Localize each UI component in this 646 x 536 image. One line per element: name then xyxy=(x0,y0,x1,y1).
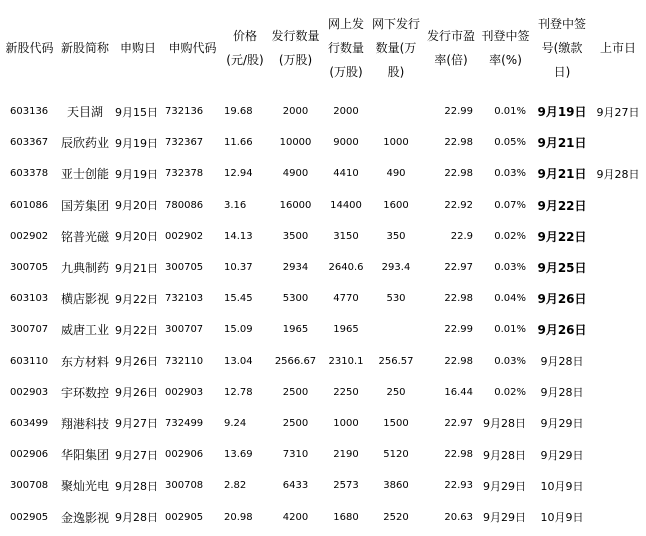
cell-online-qty: 2190 xyxy=(333,449,359,461)
cell-name: 威唐工业 xyxy=(60,323,109,338)
column-header-line: (万股) xyxy=(329,65,363,79)
column-header-line: 刊登中签 xyxy=(481,29,530,43)
column-header-line: 率(倍) xyxy=(434,53,468,67)
cell-apply-code: 732136 xyxy=(165,106,204,118)
cell-win-date: 9月25日 xyxy=(537,261,587,276)
cell-pe: 22.9 xyxy=(450,230,473,242)
cell-win-date: 9月21日 xyxy=(537,136,587,151)
column-header-line: 申购代码 xyxy=(168,41,217,55)
cell-name: 横店影视 xyxy=(60,292,109,307)
cell-offline-qty: 530 xyxy=(386,293,406,305)
cell-code: 300707 xyxy=(10,324,49,336)
cell-online-qty: 1000 xyxy=(333,417,359,429)
cell-win-rate: 0.01% xyxy=(494,324,526,336)
cell-apply-code: 002906 xyxy=(165,449,204,461)
cell-price: 20.98 xyxy=(224,511,253,523)
cell-apply-code: 300707 xyxy=(165,324,204,336)
cell-pe: 22.99 xyxy=(444,324,473,336)
column-header-line: 网上发 xyxy=(327,17,364,31)
cell-price: 2.82 xyxy=(224,480,247,492)
cell-list-date xyxy=(592,190,644,221)
cell-price: 19.68 xyxy=(224,106,253,118)
cell-price: 14.13 xyxy=(224,230,253,242)
cell-issue-qty: 7310 xyxy=(282,449,309,461)
column-header-line: (元/股) xyxy=(226,53,264,67)
cell-issue-qty: 5300 xyxy=(282,293,309,305)
cell-price: 15.45 xyxy=(224,293,253,305)
cell-code: 002905 xyxy=(10,511,49,523)
column-header-offline-qty xyxy=(369,0,423,96)
cell-apply-code: 732499 xyxy=(165,417,204,429)
cell-win-date: 9月28日 xyxy=(540,386,584,400)
cell-pe: 22.98 xyxy=(444,449,473,461)
cell-price: 12.94 xyxy=(224,168,253,180)
column-header-win-rate xyxy=(479,0,532,96)
table-row xyxy=(2,283,644,314)
table-row xyxy=(2,346,644,377)
column-header-line: 新股代码 xyxy=(5,41,54,55)
cell-offline-qty: 1500 xyxy=(383,417,409,429)
cell-code: 603367 xyxy=(10,137,49,149)
table-row xyxy=(2,190,644,221)
cell-pe: 22.93 xyxy=(444,480,473,492)
cell-list-date xyxy=(592,439,644,470)
cell-pe: 22.97 xyxy=(444,262,473,274)
cell-offline-qty: 5120 xyxy=(383,449,409,461)
cell-issue-qty: 4900 xyxy=(282,168,309,180)
table-row xyxy=(2,252,644,283)
cell-issue-qty: 4200 xyxy=(282,511,309,523)
cell-apply-code: 780086 xyxy=(165,199,204,211)
cell-online-qty: 1680 xyxy=(333,511,359,523)
cell-win-rate: 9月28日 xyxy=(483,417,526,431)
cell-list-date: 9月28日 xyxy=(596,167,640,181)
cell-online-qty: 4410 xyxy=(333,168,359,180)
cell-apply-date: 9月26日 xyxy=(115,355,158,369)
column-header-price xyxy=(222,0,268,96)
cell-pe: 16.44 xyxy=(444,386,473,398)
cell-name: 辰欣药业 xyxy=(60,136,109,151)
cell-offline-qty xyxy=(369,96,423,127)
cell-price: 9.24 xyxy=(224,417,247,429)
table-row xyxy=(2,501,644,532)
cell-offline-qty: 250 xyxy=(386,386,406,398)
cell-apply-code: 732378 xyxy=(165,168,204,180)
cell-win-rate: 0.03% xyxy=(494,262,526,274)
cell-list-date xyxy=(592,127,644,158)
cell-win-rate: 0.02% xyxy=(494,386,526,398)
cell-issue-qty: 3500 xyxy=(282,230,309,242)
cell-apply-code: 002905 xyxy=(165,511,204,523)
cell-name: 亚士创能 xyxy=(60,167,109,182)
cell-apply-date: 9月20日 xyxy=(115,199,158,213)
cell-list-date xyxy=(592,314,644,345)
cell-pe: 22.97 xyxy=(444,417,473,429)
cell-win-date: 9月29日 xyxy=(540,448,584,462)
column-header-pe xyxy=(423,0,479,96)
cell-issue-qty: 6433 xyxy=(282,480,309,492)
cell-online-qty: 1965 xyxy=(333,324,359,336)
column-header-apply-code xyxy=(163,0,222,96)
cell-online-qty: 2250 xyxy=(333,386,359,398)
cell-offline-qty: 256.57 xyxy=(378,355,414,367)
ipo-schedule-table xyxy=(2,0,644,533)
cell-pe: 22.99 xyxy=(444,106,473,118)
cell-offline-qty: 3860 xyxy=(383,480,409,492)
cell-online-qty: 9000 xyxy=(333,137,359,149)
cell-list-date xyxy=(592,501,644,532)
cell-price: 13.69 xyxy=(224,449,253,461)
cell-apply-date: 9月19日 xyxy=(115,167,158,181)
cell-price: 12.78 xyxy=(224,386,253,398)
cell-pe: 22.98 xyxy=(444,168,473,180)
cell-name: 国芳集团 xyxy=(60,198,109,213)
table-row xyxy=(2,158,644,189)
cell-code: 002902 xyxy=(10,230,49,242)
column-header-issue-qty xyxy=(268,0,323,96)
table-row xyxy=(2,408,644,439)
cell-win-date: 10月9日 xyxy=(540,511,584,525)
cell-apply-date: 9月15日 xyxy=(115,105,158,119)
cell-offline-qty: 350 xyxy=(386,230,406,242)
cell-name: 铭普光磁 xyxy=(60,229,109,244)
column-header-list-date xyxy=(592,0,644,96)
table-row xyxy=(2,470,644,501)
cell-code: 300708 xyxy=(10,480,49,492)
cell-win-rate: 0.01% xyxy=(494,106,526,118)
cell-online-qty: 2640.6 xyxy=(328,262,364,274)
cell-code: 300705 xyxy=(10,262,49,274)
cell-win-rate: 9月29日 xyxy=(483,511,526,525)
cell-name: 东方材料 xyxy=(60,354,109,369)
cell-apply-code: 002902 xyxy=(165,230,204,242)
column-header-line: 价格 xyxy=(232,29,257,43)
cell-code: 603136 xyxy=(10,106,49,118)
cell-apply-date: 9月27日 xyxy=(115,448,158,462)
cell-win-rate: 0.03% xyxy=(494,355,526,367)
cell-win-rate: 0.05% xyxy=(494,137,526,149)
cell-win-rate: 0.07% xyxy=(494,199,526,211)
column-header-line: 行数量 xyxy=(327,41,364,55)
cell-list-date xyxy=(592,221,644,252)
cell-list-date xyxy=(592,470,644,501)
table-row xyxy=(2,314,644,345)
cell-issue-qty: 2000 xyxy=(282,106,309,118)
cell-list-date xyxy=(592,346,644,377)
cell-win-date: 9月26日 xyxy=(537,323,587,338)
cell-issue-qty: 2566.67 xyxy=(274,355,317,367)
cell-name: 翔港科技 xyxy=(60,416,109,431)
cell-apply-code: 300708 xyxy=(165,480,204,492)
table-row xyxy=(2,439,644,470)
table-row xyxy=(2,221,644,252)
cell-offline-qty: 1000 xyxy=(383,137,409,149)
cell-win-date: 9月22日 xyxy=(537,229,587,244)
cell-name: 宇环数控 xyxy=(60,385,109,400)
cell-win-rate: 0.04% xyxy=(494,293,526,305)
cell-apply-date: 9月19日 xyxy=(115,136,158,150)
cell-win-date: 9月26日 xyxy=(537,292,587,307)
column-header-win-date xyxy=(532,0,592,96)
cell-offline-qty: 490 xyxy=(386,168,406,180)
cell-online-qty: 4770 xyxy=(333,293,359,305)
cell-code: 002903 xyxy=(10,386,49,398)
cell-online-qty: 3150 xyxy=(333,230,359,242)
cell-apply-code: 002903 xyxy=(165,386,204,398)
column-header-line: 网下发行 xyxy=(371,17,420,31)
table-body xyxy=(2,96,644,533)
cell-price: 10.37 xyxy=(224,262,253,274)
cell-offline-qty: 293.4 xyxy=(381,262,411,274)
cell-price: 15.09 xyxy=(224,324,253,336)
column-header-line: 新股简称 xyxy=(60,41,109,55)
cell-online-qty: 2573 xyxy=(333,480,359,492)
table-row xyxy=(2,377,644,408)
cell-apply-code: 300705 xyxy=(165,262,204,274)
column-header-line: 申购日 xyxy=(119,41,156,55)
cell-apply-date: 9月26日 xyxy=(115,386,158,400)
cell-price: 11.66 xyxy=(224,137,253,149)
column-header-line: 号(缴款 xyxy=(541,41,583,55)
cell-code: 603378 xyxy=(10,168,49,180)
cell-apply-code: 732103 xyxy=(165,293,204,305)
cell-list-date xyxy=(592,252,644,283)
column-header-line: 数量(万 xyxy=(375,41,417,55)
cell-win-date: 9月21日 xyxy=(537,167,587,182)
cell-issue-qty: 1965 xyxy=(282,324,309,336)
column-header-line: 上市日 xyxy=(599,41,636,55)
cell-list-date: 9月27日 xyxy=(596,105,640,119)
cell-apply-code: 732110 xyxy=(165,355,204,367)
cell-pe: 20.63 xyxy=(444,511,473,523)
column-header-apply-date xyxy=(113,0,163,96)
cell-apply-date: 9月20日 xyxy=(115,230,158,244)
cell-win-date: 10月9日 xyxy=(540,479,584,493)
cell-apply-date: 9月22日 xyxy=(115,323,158,337)
cell-issue-qty: 10000 xyxy=(279,137,312,149)
column-header-line: (万股) xyxy=(278,53,313,67)
cell-win-rate: 9月28日 xyxy=(483,448,526,462)
cell-code: 603103 xyxy=(10,293,49,305)
cell-issue-qty: 16000 xyxy=(279,199,312,211)
cell-issue-qty: 2500 xyxy=(282,417,309,429)
column-header-line: 发行数量 xyxy=(271,29,320,43)
cell-pe: 22.92 xyxy=(444,199,473,211)
cell-issue-qty: 2934 xyxy=(282,262,309,274)
column-header-online-qty xyxy=(323,0,369,96)
cell-price: 3.16 xyxy=(224,199,247,211)
table-row xyxy=(2,96,644,127)
cell-code: 603110 xyxy=(10,355,49,367)
cell-code: 603499 xyxy=(10,417,49,429)
cell-name: 华阳集团 xyxy=(60,448,109,463)
cell-online-qty: 14400 xyxy=(330,199,362,211)
cell-apply-date: 9月21日 xyxy=(115,261,158,275)
table-row xyxy=(2,127,644,158)
column-header-name xyxy=(57,0,113,96)
cell-list-date xyxy=(592,377,644,408)
cell-offline-qty: 2520 xyxy=(383,511,409,523)
cell-pe: 22.98 xyxy=(444,137,473,149)
column-header-code xyxy=(2,0,57,96)
cell-win-date: 9月28日 xyxy=(540,355,584,369)
cell-code: 002906 xyxy=(10,449,49,461)
cell-win-date: 9月22日 xyxy=(537,198,587,213)
cell-online-qty: 2310.1 xyxy=(328,355,364,367)
cell-win-date: 9月19日 xyxy=(537,105,587,120)
cell-apply-code: 732367 xyxy=(165,137,204,149)
cell-name: 金逸影视 xyxy=(60,510,109,525)
cell-apply-date: 9月28日 xyxy=(115,511,158,525)
cell-offline-qty xyxy=(369,314,423,345)
cell-win-date: 9月29日 xyxy=(540,417,584,431)
cell-pe: 22.98 xyxy=(444,293,473,305)
cell-list-date xyxy=(592,408,644,439)
cell-name: 天目湖 xyxy=(66,105,103,120)
cell-pe: 22.98 xyxy=(444,355,473,367)
cell-name: 九典制药 xyxy=(60,261,109,276)
cell-win-rate: 0.02% xyxy=(494,230,526,242)
column-header-line: 发行市盈 xyxy=(426,29,475,43)
cell-win-rate: 0.03% xyxy=(494,168,526,180)
column-header-line: 刊登中签 xyxy=(537,17,586,31)
cell-apply-date: 9月22日 xyxy=(115,292,158,306)
cell-issue-qty: 2500 xyxy=(282,386,309,398)
cell-list-date xyxy=(592,283,644,314)
cell-apply-date: 9月27日 xyxy=(115,417,158,431)
cell-name: 聚灿光电 xyxy=(60,479,109,494)
cell-apply-date: 9月28日 xyxy=(115,479,158,493)
cell-win-rate: 9月29日 xyxy=(483,479,526,493)
column-header-line: 日) xyxy=(553,65,571,79)
column-header-line: 股) xyxy=(387,65,405,79)
cell-offline-qty: 1600 xyxy=(383,199,409,211)
cell-online-qty: 2000 xyxy=(333,106,359,118)
cell-price: 13.04 xyxy=(224,355,253,367)
table-header-row xyxy=(2,0,644,96)
column-header-line: 率(%) xyxy=(489,53,522,67)
cell-code: 601086 xyxy=(10,199,49,211)
